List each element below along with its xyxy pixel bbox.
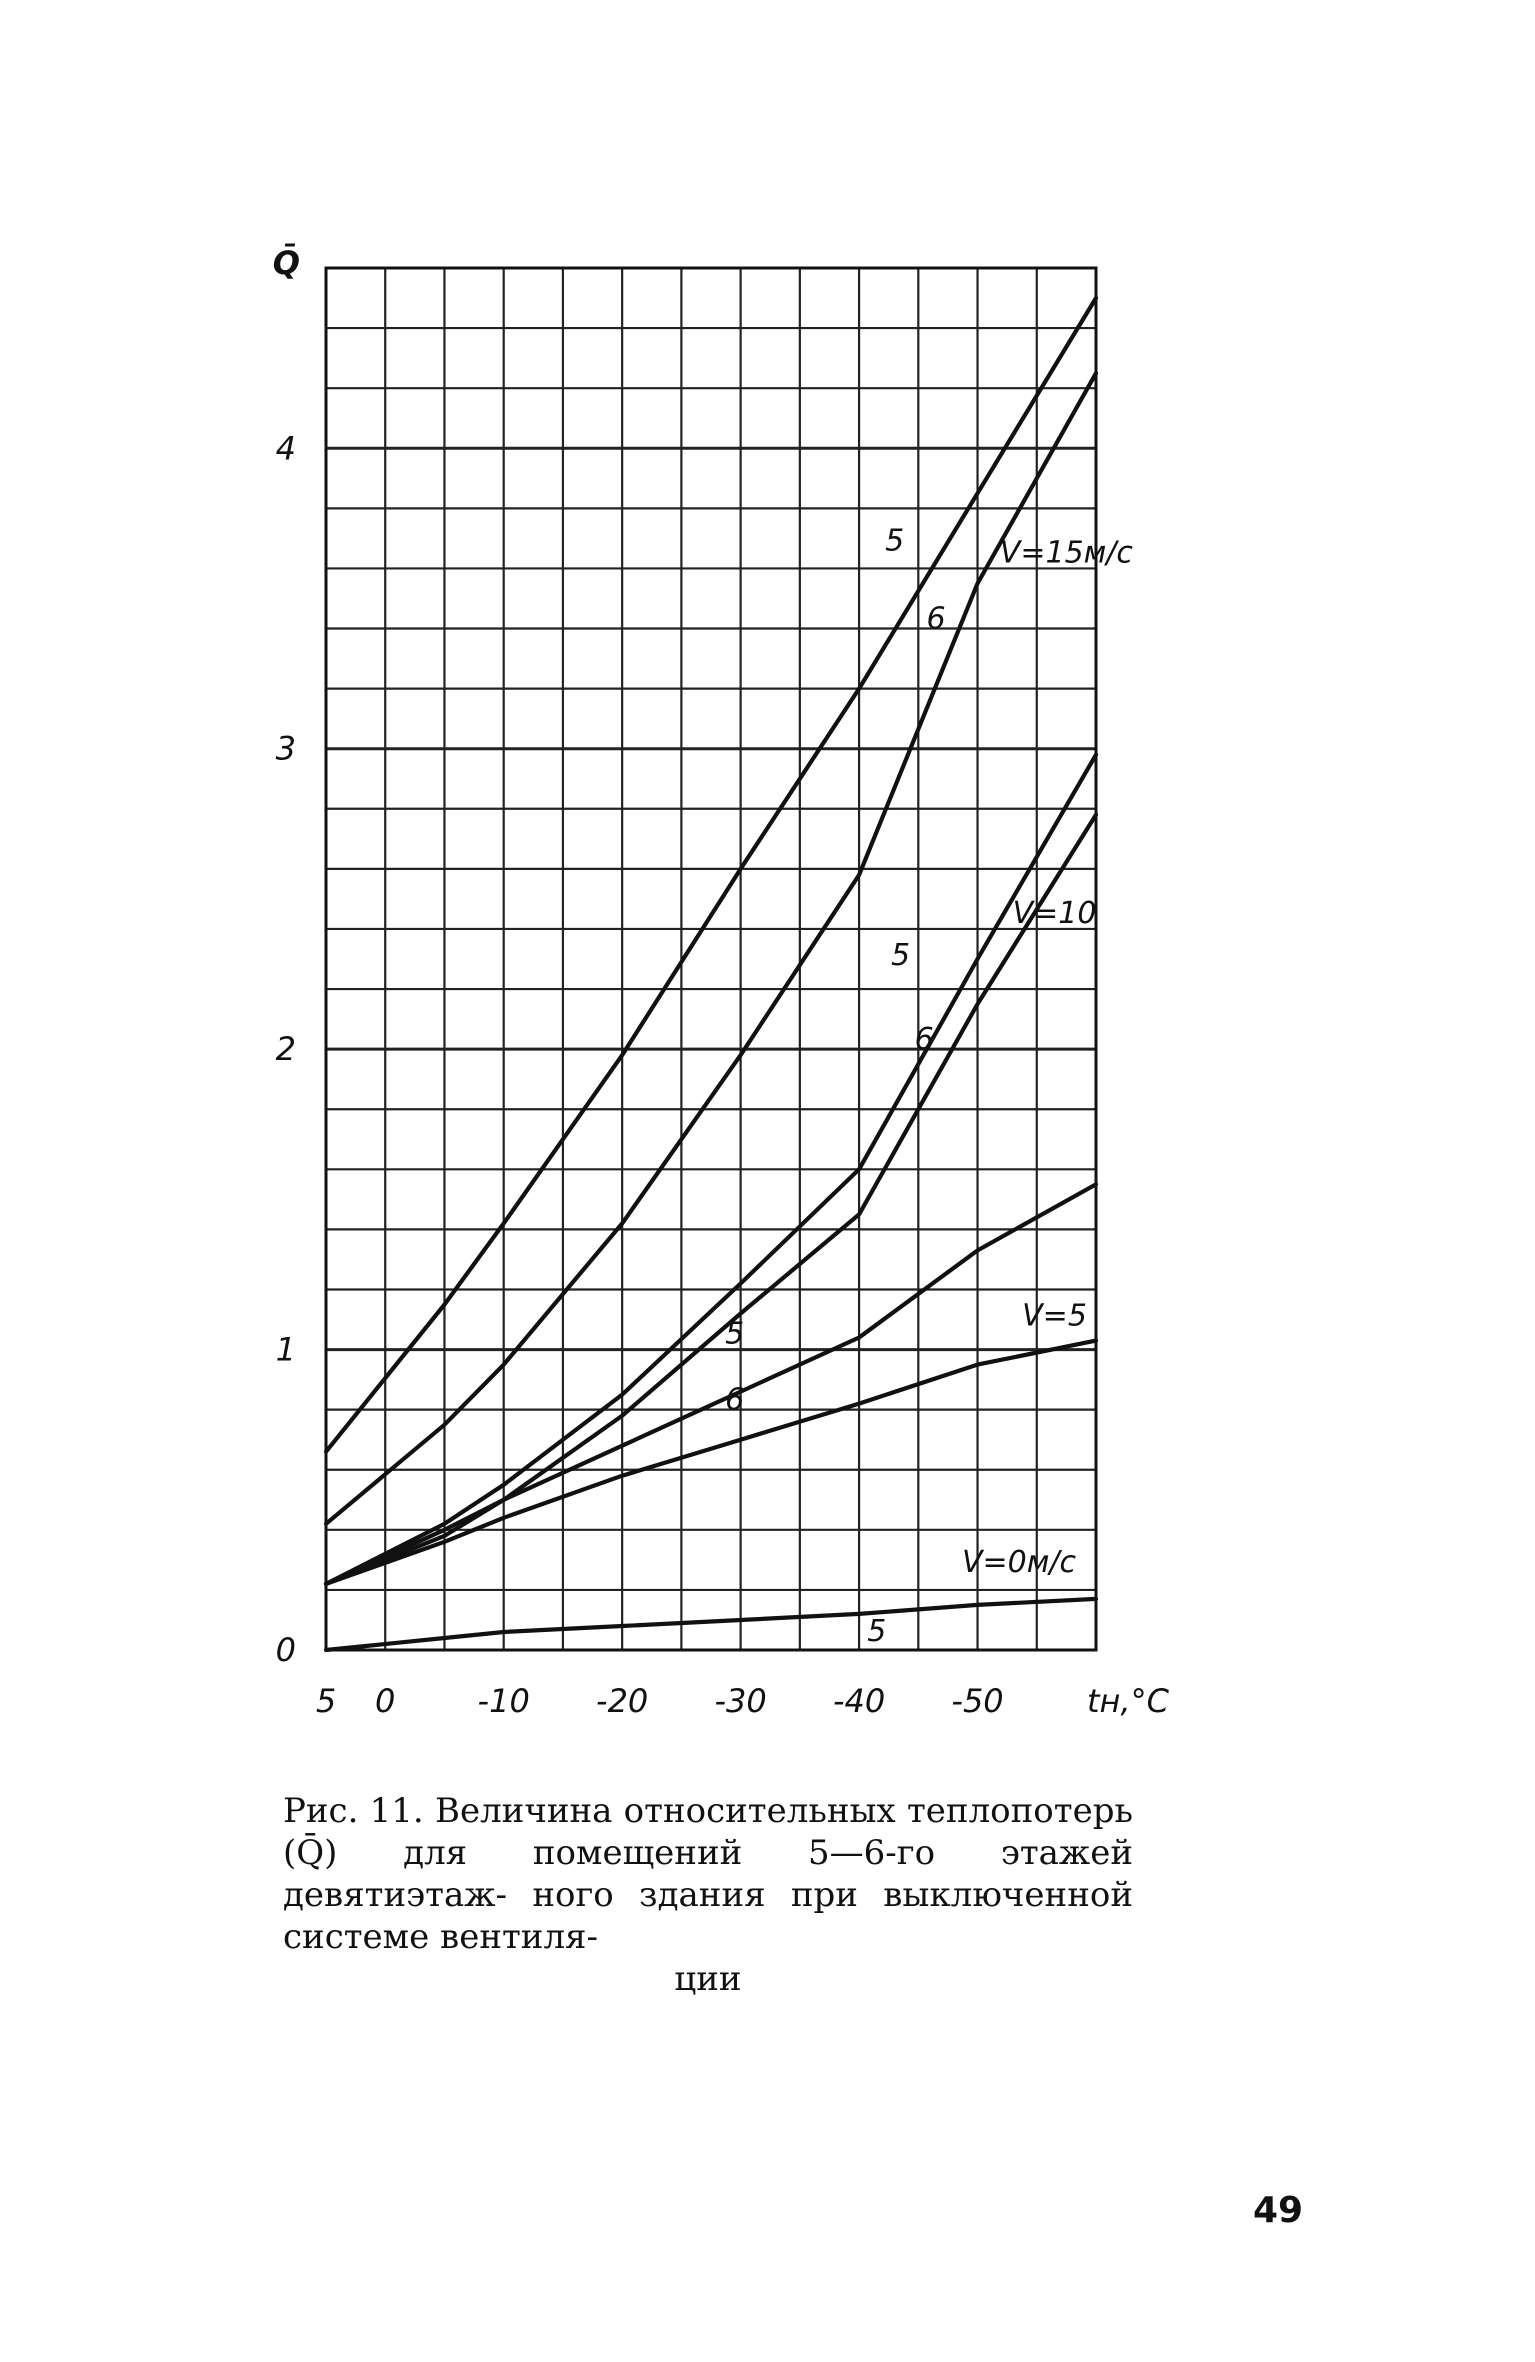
axis-ticks bbox=[273, 244, 1170, 1720]
curve-annotation: V=15м/с bbox=[999, 535, 1133, 571]
plot-frame bbox=[326, 268, 1096, 1650]
y-axis-label: Q̄ bbox=[272, 244, 300, 282]
y-tick-label: 0 bbox=[275, 1631, 296, 1669]
caption-line-4: ции bbox=[674, 1959, 742, 1999]
chart-grid bbox=[326, 268, 1096, 1650]
series-line bbox=[326, 815, 1096, 1584]
y-tick-label: 1 bbox=[275, 1330, 296, 1369]
x-tick-label: 5 bbox=[315, 1682, 337, 1720]
x-tick-label: -20 bbox=[596, 1682, 649, 1720]
caption-line-3: ного здания при выключенной системе вентиля- bbox=[283, 1875, 1133, 1957]
curve-annotation: V=0м/с bbox=[962, 1544, 1076, 1580]
curve-annotation: 5 bbox=[890, 938, 911, 974]
x-tick-label: 0 bbox=[375, 1682, 396, 1720]
curve-annotation: V=5 bbox=[1022, 1298, 1087, 1334]
series-line bbox=[326, 1599, 1096, 1650]
x-tick-label: -10 bbox=[477, 1682, 530, 1720]
curve-annotation: 5 bbox=[885, 523, 905, 559]
curve-annotation: 6 bbox=[725, 1382, 745, 1418]
caption-line-1: Рис. 11. Величина относительных теплопотерь bbox=[283, 1791, 1133, 1831]
y-tick-label: 2 bbox=[275, 1030, 296, 1069]
chart-curves bbox=[326, 298, 1096, 1650]
series-line bbox=[326, 373, 1096, 1524]
y-tick-label: 3 bbox=[275, 729, 296, 768]
page-number: 49 bbox=[1253, 2190, 1304, 2231]
curve-annotation: 5 bbox=[725, 1316, 745, 1352]
caption-line-2: (Q̄) для помещений 5—6-го этажей девятиэтаж- bbox=[283, 1833, 1133, 1915]
curve-annotation: 6 bbox=[914, 1022, 934, 1058]
y-tick-label: 4 bbox=[275, 429, 296, 468]
x-tick-label: -40 bbox=[832, 1682, 886, 1720]
x-axis-label: tн,°C bbox=[1087, 1682, 1169, 1720]
curve-annotation: V=10 bbox=[1012, 895, 1097, 931]
x-tick-label: -50 bbox=[951, 1682, 1004, 1720]
curve-annotation: 6 bbox=[926, 601, 946, 637]
x-tick-label: -30 bbox=[714, 1682, 767, 1720]
figure-caption bbox=[283, 1790, 1133, 2000]
series-line bbox=[326, 298, 1096, 1452]
curve-annotation: 5 bbox=[867, 1613, 887, 1649]
